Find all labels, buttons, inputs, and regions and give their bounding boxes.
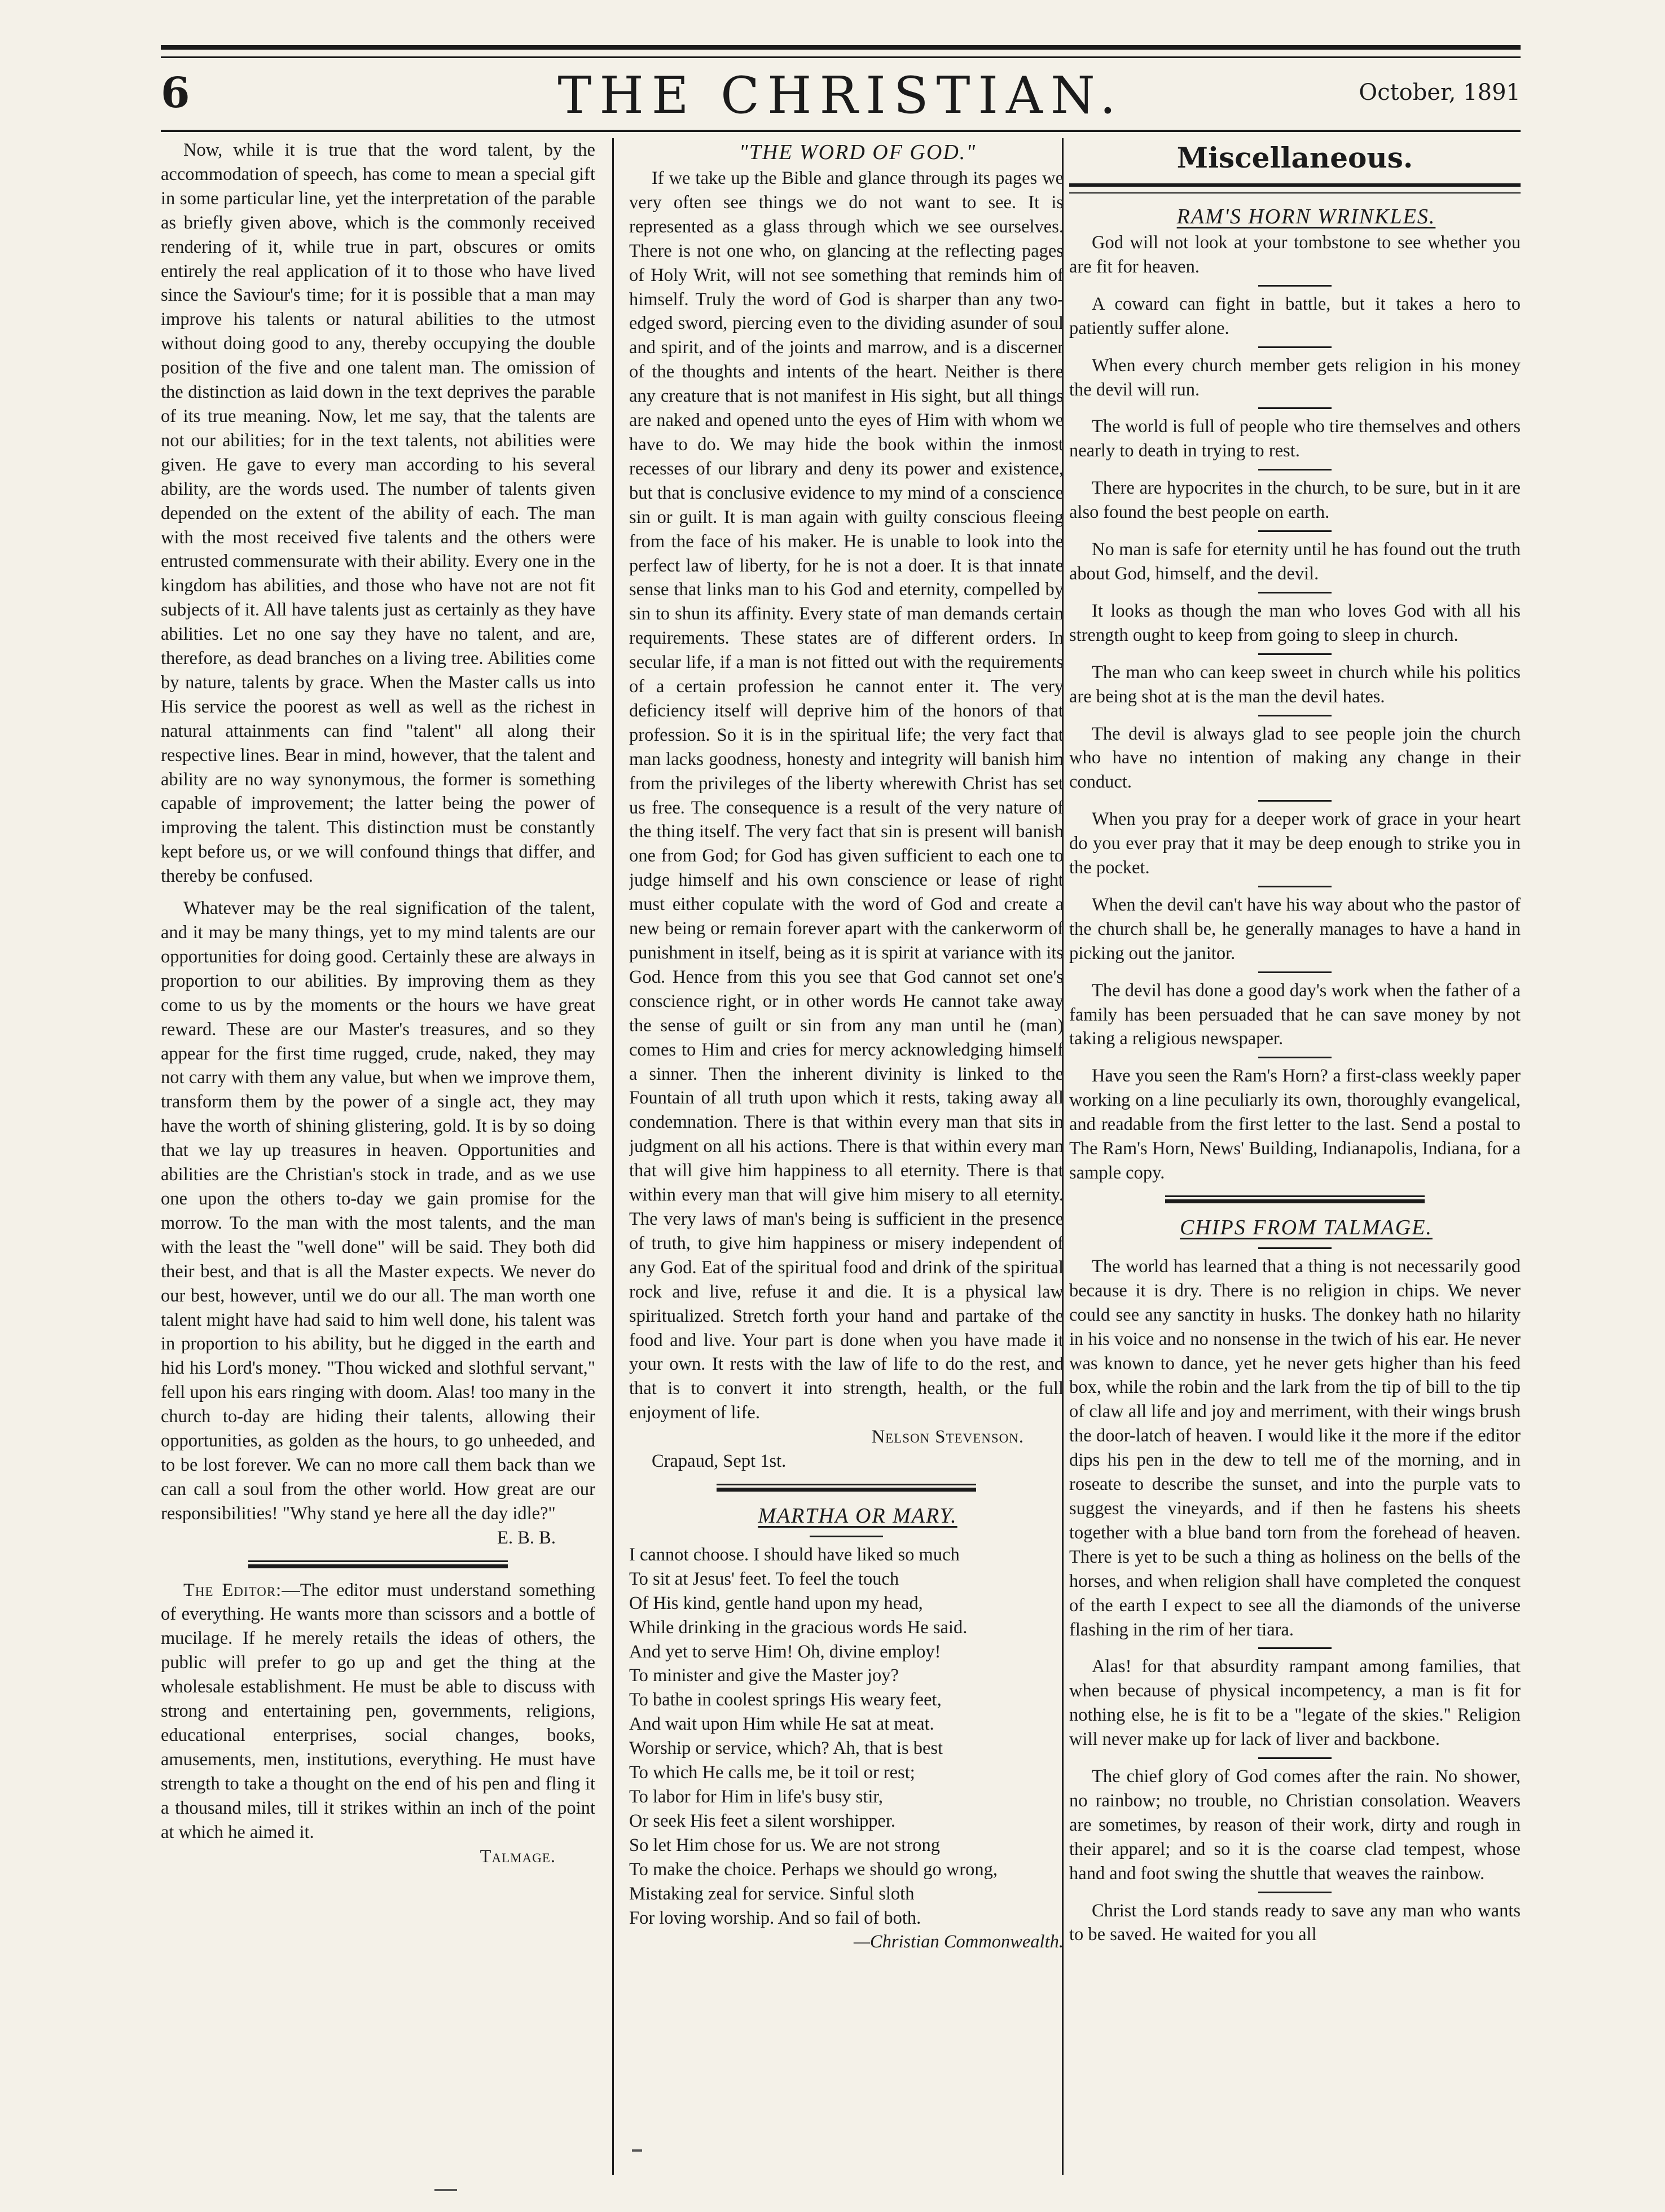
poem-line: To bathe in coolest springs His weary feet, (629, 1690, 942, 1710)
chip-paragraph: The chief glory of God comes after the rain. No shower, no rainbow; no trouble, no Christian consolation. Weavers are sometimes, by reason of their work, dirty and rough in their apparel; and so it is the coarse clad tempest, whose hand and foot swing the shuttle that weaves the rainbow. (1069, 1766, 1521, 1884)
author-initials: E. B. B. (497, 1527, 556, 1548)
divider-rule (1258, 886, 1332, 887)
poem-line: Worship or service, which? Ah, that is best (629, 1738, 943, 1759)
divider-rule (1258, 800, 1332, 802)
column-word-of-god (629, 138, 1064, 2175)
divider-rule (248, 1560, 508, 1562)
top-border-thick (161, 45, 1521, 50)
poem-line: To minister and give the Master joy? (629, 1665, 899, 1686)
poem-line: And yet to serve Him! Oh, divine employ! (629, 1641, 941, 1662)
print-mark (434, 2189, 457, 2191)
top-border-thin (161, 56, 1521, 58)
masthead (161, 68, 1521, 130)
divider-rule (1258, 1757, 1332, 1759)
article-heading: "THE WORD OF GOD." (739, 140, 977, 164)
poem-line: For loving worship. And so fail of both. (629, 1907, 921, 1928)
divider-rule (1258, 407, 1332, 409)
wrinkle-item: No man is safe for eternity until he has found out the truth about God, himself, and the devil. (1069, 539, 1521, 584)
wrinkle-item: A coward can fight in battle, but it takes a hero to patiently suffer alone. (1069, 293, 1521, 338)
dateline: Crapaud, Sept 1st. (652, 1451, 787, 1472)
wrinkle-item: Have you seen the Ram's Horn? a first-class weekly paper working on a line peculiarly its own, thoroughly evangelical, and readable from the first letter to the last. Send a postal to The Ram's Horn, News' Building, Indianapolis, Indiana, for a sample copy. (1069, 1066, 1521, 1183)
divider-rule (1258, 715, 1332, 716)
divider-rule (1069, 192, 1521, 194)
wrinkle-item: The devil has done a good day's work when the father of a family has been persuaded that he can save money by not taking a religious newspaper. (1069, 980, 1521, 1049)
wrinkle-item: When every church member gets religion in his money the devil will run. (1069, 355, 1521, 400)
poem-line: To sit at Jesus' feet. To feel the touch (629, 1568, 899, 1589)
divider-rule (1258, 285, 1332, 287)
divider-rule (717, 1488, 976, 1492)
chips-heading: CHIPS FROM TALMAGE. (1180, 1215, 1433, 1239)
wrinkles-heading: RAM'S HORN WRINKLES. (1176, 205, 1436, 228)
divider-rule (1258, 1892, 1332, 1893)
wrinkle-item: There are hypocrites in the church, to be sure, but in it are also found the best people on earth. (1069, 478, 1521, 523)
poem-line: To which He calls me, be it toil or rest; (629, 1762, 915, 1783)
masthead-rule (161, 130, 1521, 132)
wrinkle-item: When the devil can't have his way about who the pastor of the church shall be, he generally manages to have a hand in picking out the janitor. (1069, 894, 1521, 964)
editor-paragraph (161, 1578, 595, 1845)
poem-heading: MARTHA OR MARY. (758, 1503, 957, 1528)
divider-rule (1258, 1647, 1332, 1649)
divider-rule (1258, 1057, 1332, 1058)
poem-line: I cannot choose. I should have liked so much (629, 1544, 960, 1565)
column-miscellaneous (1069, 138, 1521, 2175)
article-paragraph: If we take up the Bible and glance through its pages we very often see things we do not want to see. It is represented as a glass through which we see ourselves. There is not one who, on glancing at the reflecting pages of Holy Writ, will not see something that reminds him of himself. Truly the word of God is sharper than any two-edged sword, piercing even to the dividing asunder of soul and spirit, and of the joints and marrow, and is a discerner of the thoughts and intents of the heart. Neither is there any creature that is not manifest in His sight, but all things are naked and opened unto the eyes of Him with whom we have to do. We may hide the book within the inmost recesses of our library and deny its power and existence, but that is conclusive evidence to my mind of a conscience sin or guilt. It is man again with guilty conscious fleeing from the face of his maker. He is unable to look into the perfect law of liberty, for he is not a doer. It is that innate sense that links man to his God and eternity, compelled by sin to shun its affinity. Every state of man demands certain requirements. These states are of different orders. In secular life, if a man is not fitted out with the requirements of a certain profession he cannot enter it. The very deficiency itself will deprive him of the honors of that profession. So it is in the spiritual life; the very fact that man lacks goodness, honesty and integrity will banish him from the privileges of the liberty wherewith Christ has set us free. The consequence is a result of the very nature of the thing itself. The very fact that sin is present will banish one from God; for God has given sufficient to each one to judge himself and his own conscience or lease of right must either copulate with the word of God and create a new being or remain forever apart with the cankerworm of punishment in itself, being as it is spirit at variance with its God. Hence from this you see that God cannot set one's conscience right, or in other words He cannot take away the sense of guilt or sin from any man until he (man) comes to Him and cries for mercy acknowledging himself a sinner. Then the inherent divinity is linked to the Fountain of all truth upon which it rests, taking away all condemnation. There is that within every man that sits in judgment on all his actions. There is that within every man that will give him happiness to all eternity. There is that within every man that will give him misery to all eternity. The very laws of man's being is sufficient in the presence of truth, to give him happiness or misery independent of any God. Eat of the spiritual food and drink of the spiritual rock and live, refuse it and die. It is a physical law spiritualized. Stretch forth your hand and partake of the food and live. Your part is done when you have made it your own. It rests with the law of life to do the rest, and that is to convert it into strength, health, or the full enjoyment of life. (629, 168, 1064, 1423)
editor-text: —The editor must understand something of everything. He wants more than scissors and a bottle of mucilage. If he merely retails the ideas of others, the public will prefer to go up and get the thing at the wholesale establishment. He must be able to discuss with strong and entertaining pen, governments, religions, educational enterprises, social changes, books, amusements, men, institutions, everything. He must have strength to take a thought on the end of his pen and fling it a thousand miles, till it strikes within an inch of the point at which he aimed it. (161, 1580, 595, 1842)
poem (629, 1543, 1064, 1930)
newspaper-title: THE CHRISTIAN. (557, 66, 1124, 125)
section-title: Miscellaneous. (1176, 141, 1413, 174)
divider-rule (1069, 183, 1521, 187)
divider-rule (1258, 469, 1332, 470)
wrinkle-item: The world is full of people who tire themselves and others nearly to death in trying to rest. (1069, 416, 1521, 461)
divider-rule (1258, 592, 1332, 593)
divider-rule (810, 1536, 883, 1537)
wrinkle-item: The man who can keep sweet in church while his politics are being shot at is the man the devil hates. (1069, 662, 1521, 707)
author-signature: Nelson Stevenson. (871, 1427, 1024, 1448)
divider-rule (1258, 971, 1332, 973)
poem-line: So let Him chose for us. We are not strong (629, 1835, 940, 1855)
divider-rule (1258, 1247, 1332, 1249)
poem-line: Of His kind, gentle hand upon my head, (629, 1593, 923, 1613)
divider-rule (1165, 1195, 1425, 1197)
author-signature: Talmage. (480, 1846, 556, 1867)
poem-line: And wait upon Him while He sat at meat. (629, 1714, 934, 1735)
wrinkle-item: When you pray for a deeper work of grace in your heart do you ever pray that it may be deep enough to strike you in the pocket. (1069, 809, 1521, 878)
page-number: 6 (161, 69, 190, 117)
chips-list (1069, 1255, 1521, 1947)
wrinkle-item: The devil is always glad to see people join the church who have no intention of making any change in their conduct. (1069, 723, 1521, 793)
wrinkle-item: God will not look at your tombstone to see whether you are fit for heaven. (1069, 232, 1521, 277)
divider-rule (717, 1484, 976, 1485)
poem-line: Mistaking zeal for service. Sinful sloth (629, 1883, 915, 1904)
print-mark (632, 2149, 642, 2152)
divider-rule (1258, 346, 1332, 348)
poem-credit: —Christian Commonwealth. (854, 1932, 1064, 1952)
poem-line: To labor for Him in life's busy stir, (629, 1787, 884, 1807)
poem-line: Or seek His feet a silent worshipper. (629, 1810, 896, 1831)
poem-line: To make the choice. Perhaps we should go wrong, (629, 1859, 998, 1880)
chip-paragraph: The world has learned that a thing is not necessarily good because it is dry. There is no religion in chips. We never could see any sanctity in husks. The donkey hath no hilarity in his voice and no nonsense in the twich of his ear. He never was known to dance, yet he never gets higher than his feed box, while the robin and the lark from the tip of bill to the tip of claw all life and joy and merriment, with their wings brush the door-latch of heaven. I would like it the more if the editor dips his pen in the dew to tell me of the morning, and in roseate to describe the sunset, and into the purple vats to suggest the vineyards, and if then he fastens his sheets together with a blue band torn from the forehead of heaven. There is yet to be such a thing as holiness on the bells of the horses, and when religion shall have completed the conquest of the earth I expect to see all the diamonds of the universe flashing in the rim of her tiara. (1069, 1256, 1521, 1640)
wrinkles-list (1069, 231, 1521, 1185)
wrinkle-item: It looks as though the man who loves God with all his strength ought to keep from going to sleep in church. (1069, 600, 1521, 645)
divider-rule (1258, 530, 1332, 532)
column-divider (612, 138, 614, 2175)
poem-line: While drinking in the gracious words He said. (629, 1617, 968, 1638)
chip-paragraph: Alas! for that absurdity rampant among families, that when because of physical incompetency, a man is fit for nothing else, he is fit to be a "legate of the skies." Religion will never make up for lack of liver and backbone. (1069, 1656, 1521, 1750)
issue-date: October, 1891 (1359, 80, 1521, 105)
divider-rule (1258, 653, 1332, 655)
divider-rule (1165, 1199, 1425, 1203)
editor-lead: The Editor: (183, 1580, 282, 1600)
article-paragraph: Whatever may be the real signification of the talent, and it may be many things, yet to my mind talents are our opportunities for doing good. Certainly these are always in proportion to our abilities. By improving them as they come to us by the moments or the hours we have great reward. These are our Master's treasures, and so they appear for the first time rugged, crude, naked, they may not carry with them any value, but when we improve them, transform them by the power of a single act, they may have the worth of shining glistering, gold. It is by so doing that we lay up treasures in heaven. Opportunities and abilities are the Christian's stock in trade, and as we use one upon the others to-day we gain promise for the morrow. To the man with the most talents, and the man with the least the "well done" will be said. They both did their best, and that is all the Master expects. We never do our best, however, until we do our all. The man worth one talent might have had said to him well done, his talent was in proportion to his ability, but he digged in the earth and hid his Lord's money. "Thou wicked and slothful servant," fell upon his ears ringing with doom. Alas! too many in the church to-day are hiding their talents, allowing their opportunities, as golden as the hours, to go unheeded, and to be lost forever. We can no more call them back than we can call a soul from the other world. How great are our responsibilities! "Why stand ye here all the day idle?" (161, 898, 595, 1524)
article-paragraph: Now, while it is true that the word talent, by the accommodation of speech, has come to mean a special gift in some particular line, yet the interpretation of the parable as briefly given above, which is the commonly received rendering of it, while true in part, obscures or omits entirely the real application of it to those who have lived since the Saviour's time; for it is possible that a man may improve his talents or natural abilities to the utmost without doing good to any, thereby occupying the double position of the five and one talent man. The omission of the distinction as laid down in the text deprives the parable of its true meaning. Now, let me say, that the talents are not our abilities; for in the text talents, not abilities were given. He gave to every man according to his several ability, are the words used. The number of talents given depended on the extent of the ability of each. The man with the most received five talents and the others were entrusted commensurate with their ability. Every one in the kingdom has abilities, and those who have not are not fit subjects of it. All have talents just as certainly as they have abilities. Let no one say they have no talent, and are, therefore, as dead branches on a living tree. Abilities come by nature, talents by grace. When the Master calls us into His service the poorest as well as well as the richest in natural attainments can find "talent" all along their respective lines. Bear in mind, however, that the talent and ability are no way synonymous, the former is something capable of improvement; the latter being the power of improving the talent. This distinction must be constantly kept before us, or we will confound things that differ, and thereby be confused. (161, 140, 595, 887)
column-talents (161, 138, 595, 2175)
chip-paragraph: Christ the Lord stands ready to save any man who wants to be saved. He waited for you all (1069, 1900, 1521, 1945)
divider-rule (248, 1564, 508, 1568)
